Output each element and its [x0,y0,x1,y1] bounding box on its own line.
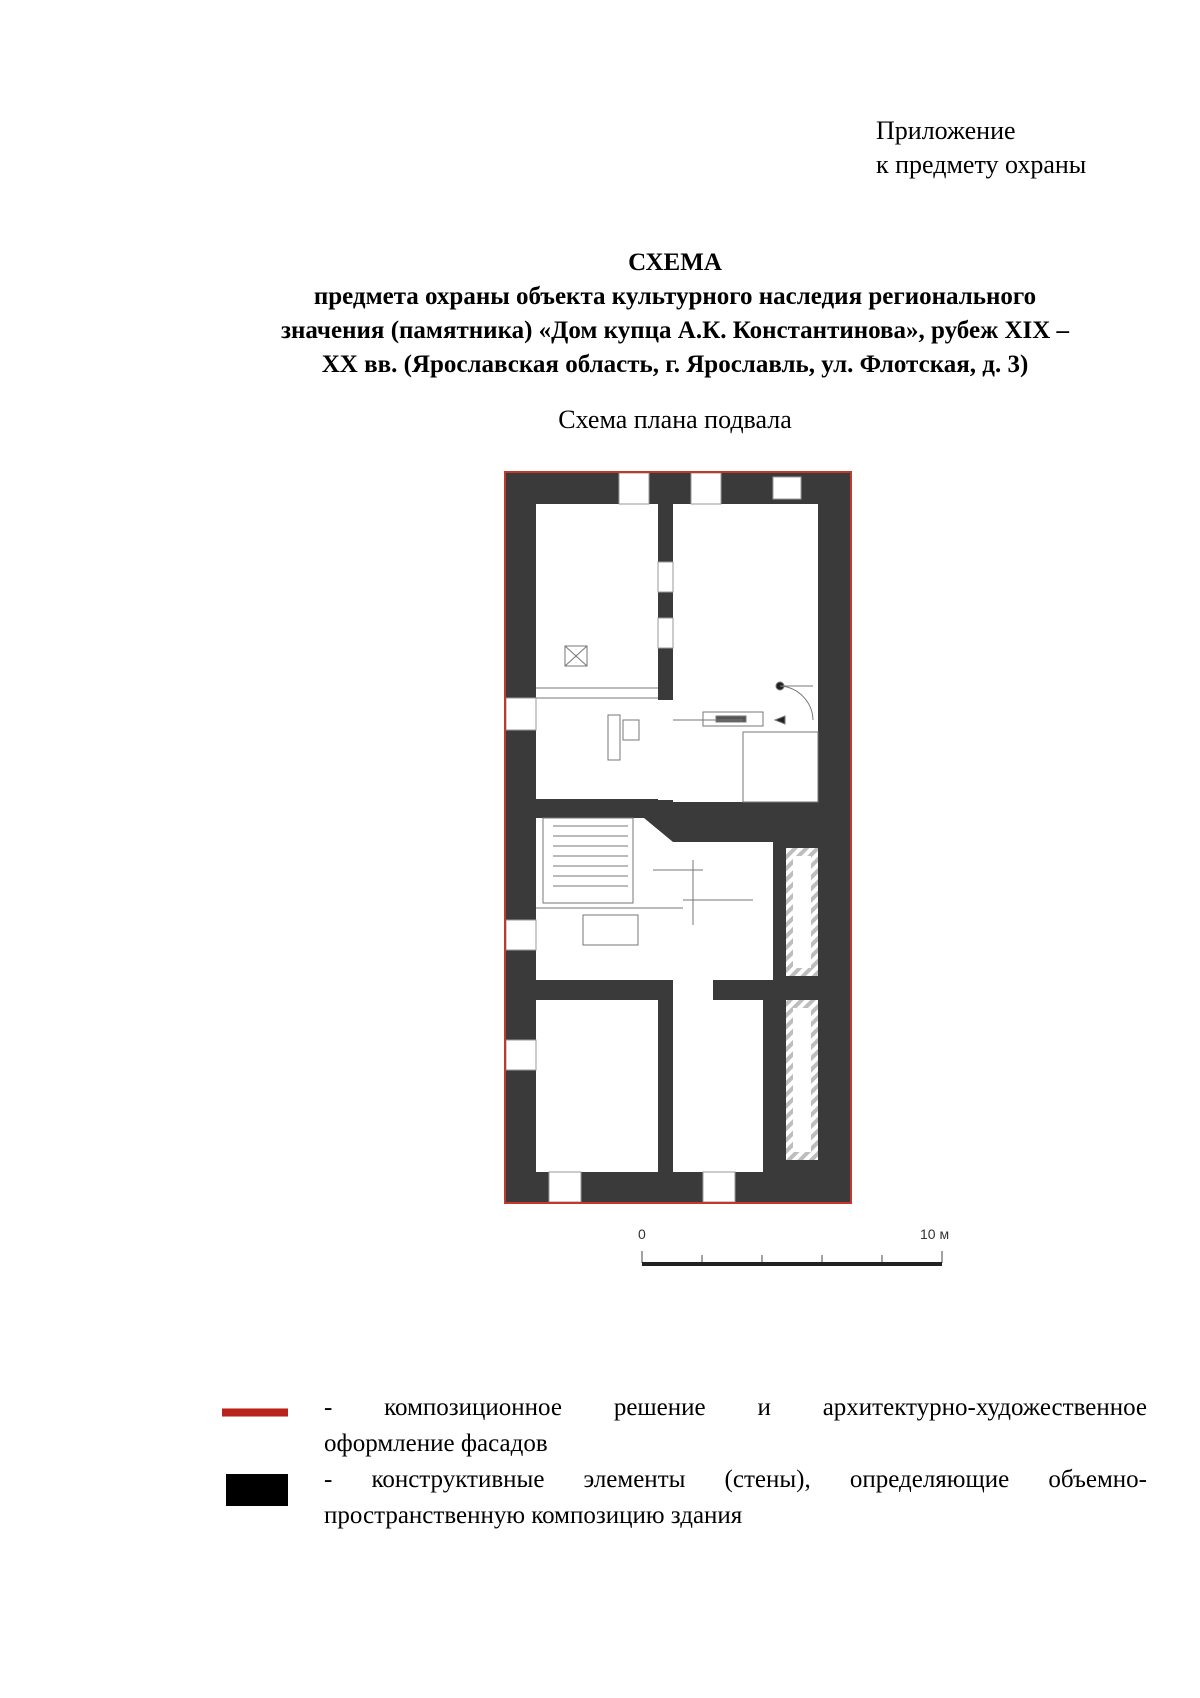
window-left-2 [506,920,536,950]
legend-facade-text-1: - композиционное решение и архитектурно-художественное [324,1394,1147,1421]
legend-walls-text-2: пространственную композицию здания [324,1502,743,1529]
facade-line-symbol [222,1408,288,1417]
window-left-1 [506,698,536,730]
document-title [200,246,1150,382]
title-heading: СХЕМА [628,249,722,276]
hatched-niches [786,848,818,1160]
room-lower-left [536,1000,658,1172]
niche-inner-upper [793,856,811,968]
window-bottom-2 [703,1172,735,1202]
legend-facade-text-2: оформление фасадов [324,1430,548,1457]
scale-start-label: 0 [638,1226,646,1242]
passage-top [658,700,673,800]
window-top-1 [619,473,649,504]
scale-ticks [642,1251,942,1263]
legend [222,1390,1147,1534]
room-upper-right [673,504,818,802]
room-middle-right [673,842,773,980]
niche-inner-lower [793,1008,811,1152]
title-line-1: предмета охраны объекта культурного наследия регионального [313,283,1037,310]
legend-item-walls [222,1462,1147,1534]
scale-bar [630,1225,950,1285]
basement-floor-plan [503,470,853,1205]
room-upper-left [536,504,658,799]
window-inner-2 [658,618,673,648]
window-inner-1 [658,562,673,592]
scale-baseline [642,1262,942,1266]
window-bottom-1 [549,1172,581,1202]
room-stairs [536,818,644,908]
passage-middle [658,925,673,980]
window-top-2 [691,473,721,504]
appendix-line-2: к предмету охраны [876,150,1087,179]
title-line-3: XX вв. (Ярославская область, г. Ярославль, ул. Флотская, д. 3) [321,351,1029,378]
window-top-3 [773,477,801,499]
window-left-3 [506,1040,536,1070]
appendix-line-1: Приложение [876,116,1016,145]
wall-block-symbol [226,1474,288,1506]
legend-item-facade [222,1390,1147,1462]
appendix-note [876,114,1086,182]
plan-subtitle: Схема плана подвала [558,405,792,434]
legend-walls-text-1: - конструктивные элементы (стены), определяющие объемно- [324,1466,1147,1493]
scale-end-label: 10 м [920,1226,950,1242]
title-line-2: значения (памятника) «Дом купца А.К. Константинова», рубеж XIX – [280,317,1070,344]
passage-lower [673,980,713,1000]
room-lower-mid [673,1000,763,1172]
